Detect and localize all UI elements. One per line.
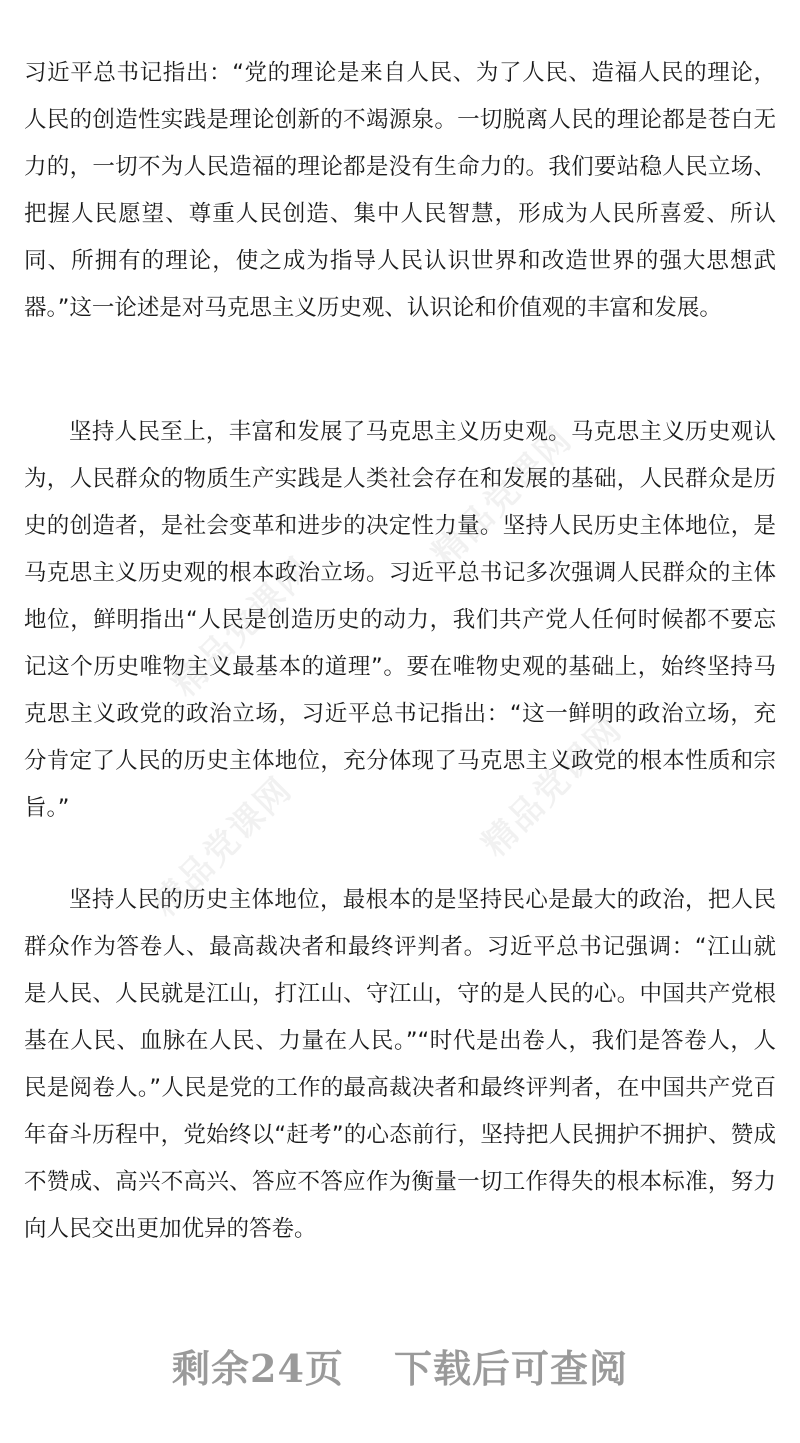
- paragraph-2: 坚持人民至上，丰富和发展了马克思主义历史观。马克思主义历史观认为，人民群众的物质生产实践是人类社会存在和发展的基础，人民群众是历史的创造者，是社会变革和进步的决定性力量。坚持人民历史主体地位，是马克思主义历史观的根本政治立场。习近平总书记多次强调人民群众的主体地位，鲜明指出“人民是创造历史的动力，我们共产党人任何时候都不要忘记这个历史唯物主义最基本的道理”。要在唯物史观的基础上，始终坚持马克思主义政党的政治立场，习近平总书记指出：“这一鲜明的政治立场，充分肯定了人民的历史主体地位，充分体现了马克思主义政党的根本性质和宗旨。”: [24, 419, 776, 821]
- watermark: 精品党课网: [474, 709, 631, 865]
- remaining-pages-label: 剩余24页: [172, 1346, 344, 1391]
- download-prompt-banner[interactable]: [0, 1338, 800, 1393]
- watermark: 精品党课网: [144, 769, 301, 925]
- paragraph-3: 坚持人民的历史主体地位，最根本的是坚持民心是最大的政治，把人民群众作为答卷人、最高裁决者和最终评判者。习近平总书记强调：“江山就是人民、人民就是江山，打江山、守江山，守的是人民的心。中国共产党根基在人民、血脉在人民、力量在人民。”“时代是出卷人，我们是答卷人，人民是阅卷人。”人民是党的工作的最高裁决者和最终评判者，在中国共产党百年奋斗历程中，党始终以“赶考”的心态前行，坚持把人民拥护不拥护、赞成不赞成、高兴不高兴、答应不答应作为衡量一切工作得失的根本标准，努力向人民交出更加优异的答卷。: [24, 887, 776, 1242]
- watermark: 精品党课网: [164, 549, 321, 705]
- watermark: 精品党课网: [424, 419, 581, 575]
- paragraph-1: 习近平总书记指出：“党的理论是来自人民、为了人民、造福人民的理论，人民的创造性实践是理论创新的不竭源泉。一切脱离人民的理论都是苍白无力的，一切不为人民造福的理论都是没有生命力的。我们要站稳人民立场、把握人民愿望、尊重人民创造、集中人民智慧，形成为人民所喜爱、所认同、所拥有的理论，使之成为指导人民认识世界和改造世界的强大思想武器。”这一论述是对马克思主义历史观、认识论和价值观的丰富和发展。: [24, 60, 776, 321]
- download-to-read-label[interactable]: 下载后可查阅: [393, 1346, 628, 1391]
